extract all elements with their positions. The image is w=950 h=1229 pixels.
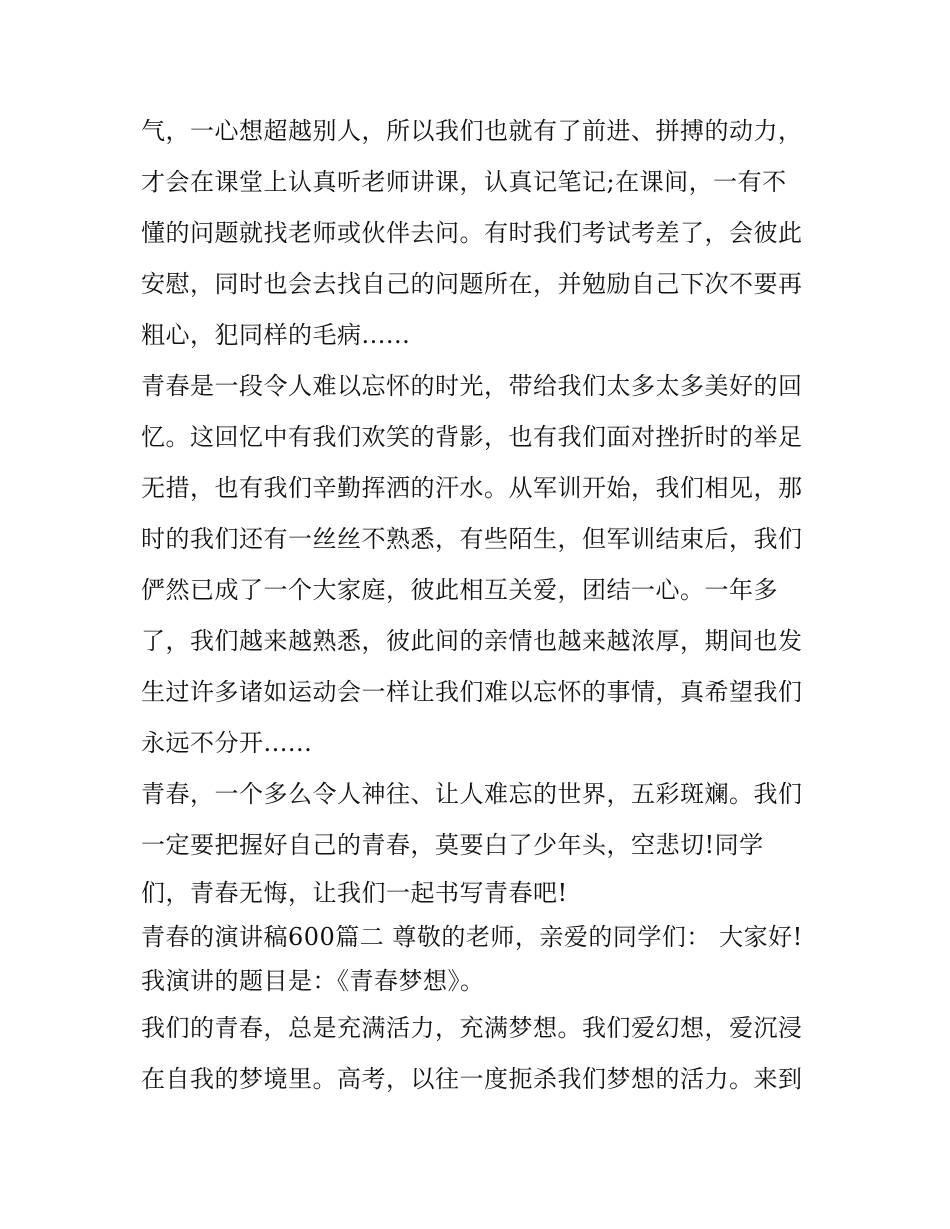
text-line: 忆。这回忆中有我们欢笑的背影，也有我们面对挫折时的举足	[141, 423, 803, 451]
text-line: 生过许多诸如运动会一样让我们难以忘怀的事情，真希望我们	[141, 678, 803, 706]
text-line: 青春的演讲稿600篇二 尊敬的老师，亲爱的同学们： 大家好!	[141, 923, 803, 951]
text-line: 一定要把握好自己的青春，莫要白了少年头，空悲切!同学	[141, 831, 764, 859]
text-line: 无措，也有我们辛勤挥洒的汗水。从军训开始，我们相见，那	[141, 474, 803, 502]
text-line: 安慰，同时也会去找自己的问题所在，并勉励自己下次不要再	[141, 270, 803, 298]
text-line: 俨然已成了一个大家庭，彼此相互关爱，团结一心。一年多	[141, 576, 778, 604]
document-body	[141, 106, 831, 1105]
text-line: 青春是一段令人难以忘怀的时光，带给我们太多太多美好的回	[141, 372, 803, 400]
text-line: 们，青春无悔，让我们一起书写青春吧!	[141, 879, 568, 907]
text-line: 青春，一个多么令人神往、让人难忘的世界，五彩斑斓。我们	[141, 780, 803, 808]
text-line: 我们的青春，总是充满活力，充满梦想。我们爱幻想，爱沉浸	[141, 1014, 803, 1042]
text-line: 了，我们越来越熟悉，彼此间的亲情也越来越浓厚，期间也发	[141, 627, 803, 655]
text-line: 我演讲的题目是：《青春梦想》。	[141, 967, 485, 995]
text-line: 懂的问题就找老师或伙伴去问。有时我们考试考差了，会彼此	[141, 219, 803, 247]
text-line: 在自我的梦境里。高考，以往一度扼杀我们梦想的活力。来到	[141, 1065, 803, 1093]
text-line: 气，一心想超越别人，所以我们也就有了前进、拼搏的动力，	[141, 117, 803, 145]
text-line: 永远不分开......	[141, 729, 313, 757]
text-line: 粗心，犯同样的毛病......	[141, 321, 411, 349]
text-line: 才会在课堂上认真听老师讲课，认真记笔记;在课间，一有不	[141, 168, 787, 196]
text-line: 时的我们还有一丝丝不熟悉，有些陌生，但军训结束后，我们	[141, 525, 803, 553]
